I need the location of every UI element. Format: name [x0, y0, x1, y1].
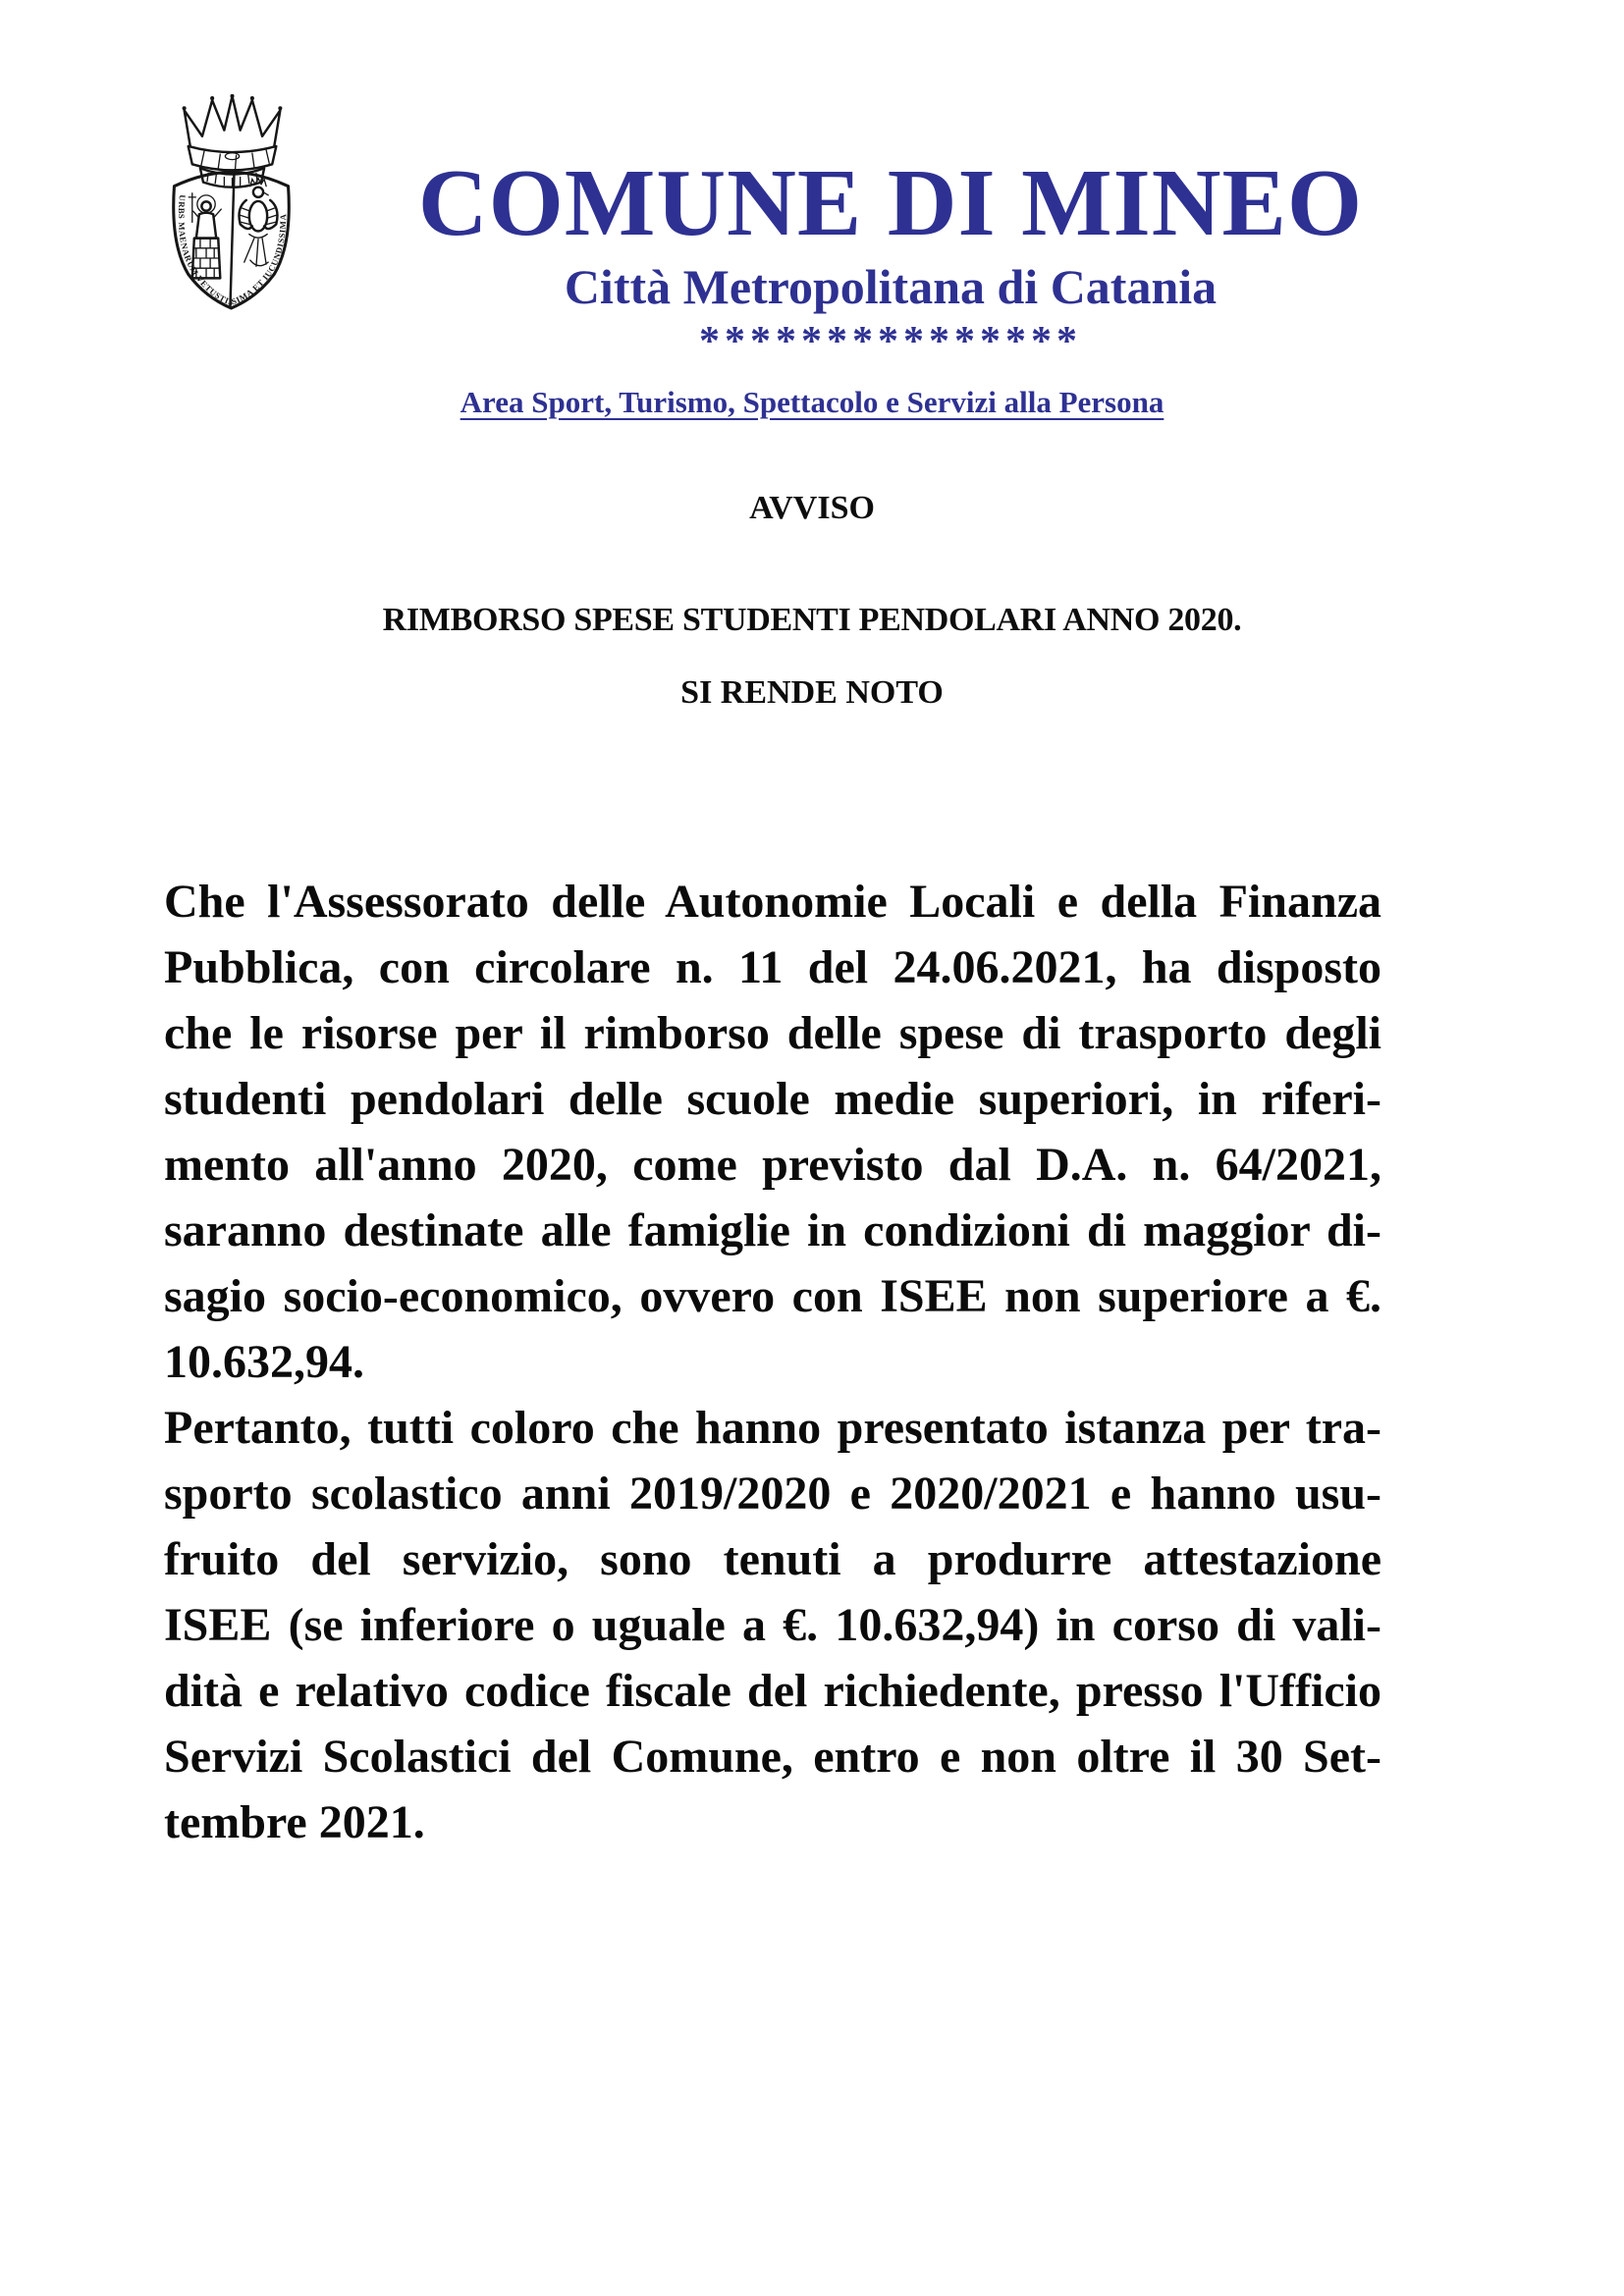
notice-heading: AVVISO	[749, 490, 875, 526]
notice-body	[164, 869, 1381, 1855]
body-line: Pubblica, con circolare n. 11 del 24.06.2021, ha disposto	[164, 941, 1381, 993]
notice-subject: RIMBORSO SPESE STUDENTI PENDOLARI ANNO 2020.	[382, 602, 1242, 638]
page-title: COMUNE DI MINEO	[417, 150, 1364, 256]
crest-motto: URBS MAENARUM VETUSTISSIMA ET IUCUNDISSIMA	[176, 193, 289, 308]
header-subtitle: Città Metropolitana di Catania	[564, 259, 1218, 314]
department-line: Area Sport, Turismo, Spettacolo e Servizi alla Persona	[460, 385, 1164, 419]
body-line: sporto scolastico anni 2019/2020 e 2020/2021 e hanno usu-	[164, 1468, 1381, 1520]
asterisks-divider: ***************	[699, 319, 1082, 364]
body-line: mento all'anno 2020, come previsto dal D.A. n. 64/2021,	[164, 1139, 1381, 1191]
notice-intro: SI RENDE NOTO	[680, 674, 944, 711]
body-line: Pertanto, tutti coloro che hanno presentato istanza per tra-	[164, 1402, 1381, 1454]
body-line: ISEE (se inferiore o uguale a €. 10.632,94) in corso di vali-	[164, 1599, 1381, 1651]
body-line: Che l'Assessorato delle Autonomie Locali e della Finanza	[164, 876, 1381, 928]
body-line: tembre 2021.	[164, 1796, 425, 1848]
body-line: dità e relativo codice fiscale del richiedente, presso l'Ufficio	[164, 1665, 1381, 1717]
body-line: studenti pendolari delle scuole medie superiori, in riferi-	[164, 1073, 1381, 1125]
body-line: sagio socio-economico, ovvero con ISEE non superiore a €.	[164, 1270, 1381, 1322]
body-line: che le risorse per il rimborso delle spese di trasporto degli	[164, 1007, 1381, 1059]
body-line: Servizi Scolastici del Comune, entro e non oltre il 30 Set-	[164, 1731, 1381, 1783]
body-line: fruito del servizio, sono tenuti a produrre attestazione	[164, 1533, 1381, 1585]
body-line: saranno destinate alle famiglie in condizioni di maggior di-	[164, 1204, 1381, 1256]
body-line: 10.632,94.	[164, 1336, 364, 1388]
